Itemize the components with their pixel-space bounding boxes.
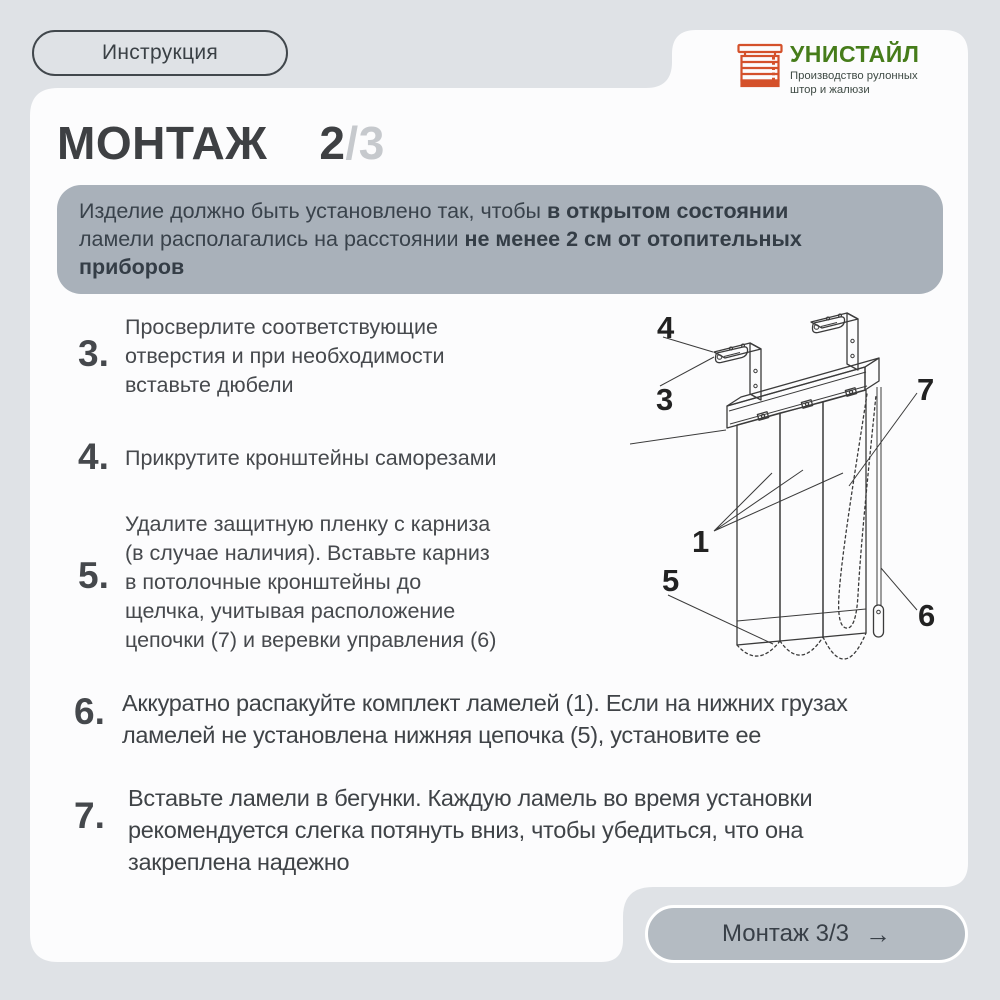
blinds-logo-icon <box>737 42 783 89</box>
brand-name: УНИСТАЙЛ <box>790 41 920 67</box>
title-word: МОНТАЖ <box>57 117 268 169</box>
step-text-4: Прикрутите кронштейны саморезами <box>125 446 497 470</box>
step-text-3: Просверлите соответствующие отверстия и при необходимости вставьте дюбели <box>125 315 445 397</box>
step-number-3: 3. <box>78 333 109 374</box>
diagram-label-7: 7 <box>917 372 935 407</box>
diagram-label-1: 1 <box>692 524 710 559</box>
next-page-button[interactable] <box>645 905 968 963</box>
control-cord <box>874 387 884 637</box>
step-number-5: 5. <box>78 555 109 596</box>
diagram-label-5: 5 <box>662 563 680 598</box>
page-number-total: 3 <box>358 117 385 169</box>
step-text-7: Вставьте ламели в бегунки. Каждую ламель во время установки рекомендуется слегка потянуть вниз, чтобы убедиться, что она закреплена надежно <box>128 785 813 875</box>
page-number-current: 2 <box>319 117 346 169</box>
page-number-separator: / <box>345 117 359 169</box>
instruction-button[interactable]: Инструкция <box>32 30 288 76</box>
blinds-installation-diagram <box>630 295 970 685</box>
step-text-6: Аккуратно распакуйте комплект ламелей (1). Если на нижних грузах ламелей не установлена нижняя цепочка (5), установите ее <box>122 690 848 748</box>
callout-line-3: приборов <box>79 255 185 279</box>
brand-logo <box>737 42 919 97</box>
step-number-6: 6. <box>74 691 105 732</box>
control-chain <box>839 394 876 628</box>
bottom-chain <box>737 633 866 659</box>
brand-tagline-line1: Производство рулонных <box>790 70 918 82</box>
diagram-label-4: 4 <box>657 310 675 345</box>
logo-text <box>790 42 919 97</box>
warning-callout <box>57 185 943 294</box>
diagram-label-3: 3 <box>656 382 674 417</box>
lamellae <box>737 390 866 645</box>
callout-line-1: Изделие должно быть установлено так, чтобы в открытом состоянии <box>79 199 789 223</box>
step-text-5: Удалите защитную пленку с карниза (в случае наличия). Вставьте карниз в потолочные кронштейны до щелчка, учитывая расположение цепочки (7) и веревки управления (6) <box>125 512 497 652</box>
brand-tagline <box>790 69 919 97</box>
ceiling-bracket-right <box>811 313 858 370</box>
step-number-7: 7. <box>74 795 105 836</box>
next-page-label: Монтаж 3/3 <box>721 920 850 947</box>
arrow-right-icon: → <box>865 918 892 949</box>
diagram-label-6: 6 <box>918 598 936 633</box>
step-number-4: 4. <box>78 436 109 477</box>
page-title <box>57 116 385 170</box>
brand-tagline-line2: штор и жалюзи <box>790 84 870 96</box>
ceiling-bracket-left <box>714 343 761 400</box>
callout-line-2: ламели располагались на расстоянии не менее 2 см от отопительных <box>79 227 802 251</box>
